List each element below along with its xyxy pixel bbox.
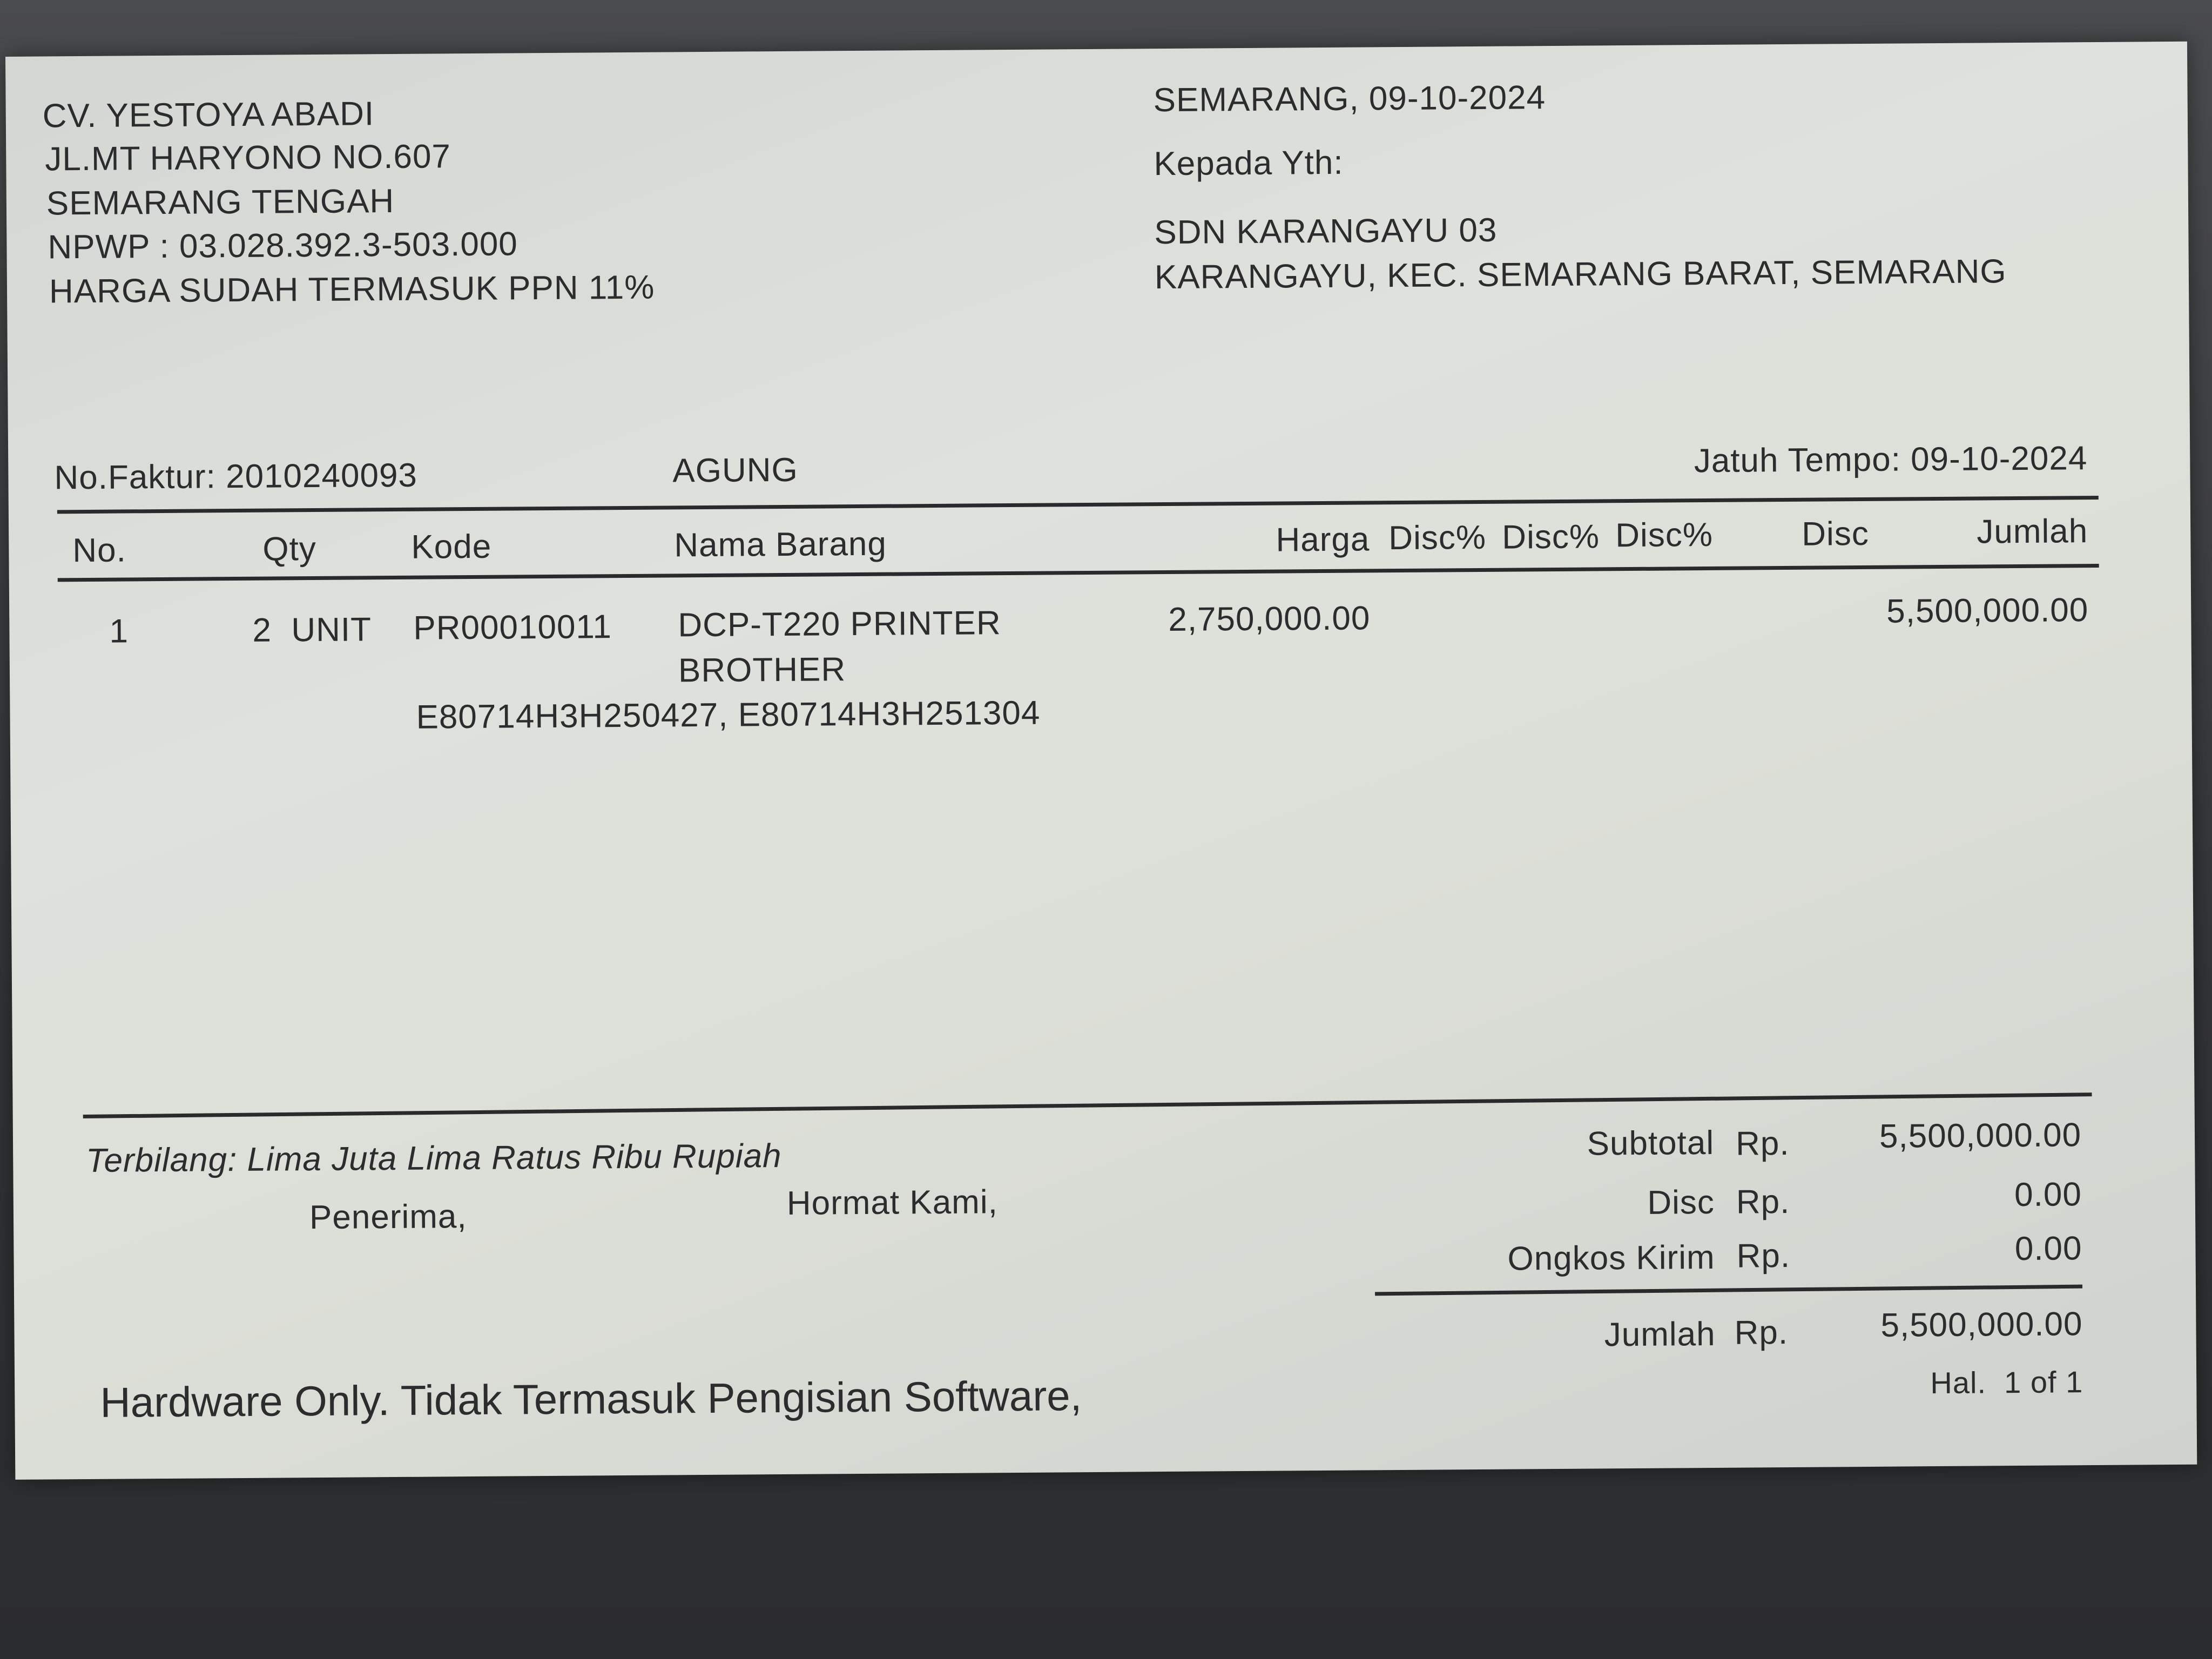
item-serial-numbers: E80714H3H250427, E80714H3H251304 — [416, 694, 1041, 736]
totals-rule — [1375, 1285, 2082, 1296]
subtotal-label: Subtotal — [1587, 1124, 1715, 1163]
header-nama-barang: Nama Barang — [674, 525, 887, 564]
company-npwp: NPWP : 03.028.392.3-503.000 — [48, 225, 518, 266]
jumlah-label: Jumlah — [1604, 1315, 1716, 1354]
header-kode: Kode — [411, 528, 492, 566]
header-harga: Harga — [1276, 521, 1370, 559]
header-disc-pct-3: Disc% — [1615, 516, 1714, 555]
company-tax-note: HARGA SUDAH TERMASUK PPN 11% — [49, 268, 655, 311]
item-no: 1 — [109, 612, 129, 650]
header-disc: Disc — [1802, 515, 1870, 553]
table-bottom-rule — [83, 1092, 2092, 1118]
item-jumlah: 5,500,000.00 — [1886, 591, 2089, 630]
item-nama-line2: BROTHER — [678, 651, 846, 690]
company-name: CV. YESTOYA ABADI — [42, 95, 375, 135]
disc-label: Disc — [1647, 1183, 1715, 1222]
ongkos-kirim-value: 0.00 — [2014, 1230, 2082, 1268]
subtotal-value: 5,500,000.00 — [1879, 1116, 2082, 1155]
jumlah-currency: Rp. — [1734, 1314, 1789, 1352]
ongkos-kirim-label: Ongkos Kirim — [1507, 1238, 1715, 1278]
salesperson: AGUNG — [672, 451, 798, 490]
penerima-label: Penerima, — [309, 1198, 467, 1237]
invoice-document — [5, 42, 2197, 1480]
subtotal-currency: Rp. — [1735, 1124, 1790, 1163]
jumlah-value: 5,500,000.00 — [1880, 1305, 2083, 1344]
header-disc-pct-2: Disc% — [1502, 518, 1600, 556]
recipient-greeting: Kepada Yth: — [1154, 144, 1344, 183]
ongkos-kirim-currency: Rp. — [1736, 1237, 1791, 1275]
item-harga: 2,750,000.00 — [1168, 599, 1371, 638]
page-number: Hal. 1 of 1 — [1930, 1365, 2083, 1400]
footer-note: Hardware Only. Tidak Termasuk Pengisian Software, — [100, 1372, 1082, 1426]
recipient-name: SDN KARANGAYU 03 — [1154, 211, 1498, 252]
table-top-rule — [57, 496, 2099, 514]
item-kode: PR00010011 — [413, 608, 612, 647]
hormat-kami-label: Hormat Kami, — [786, 1183, 999, 1222]
company-address: JL.MT HARYONO NO.607 — [45, 138, 451, 178]
item-nama-line1: DCP-T220 PRINTER — [678, 604, 1001, 644]
header-disc-pct-1: Disc% — [1388, 518, 1487, 557]
terbilang: Terbilang: Lima Juta Lima Ratus Ribu Rupiah — [86, 1137, 782, 1180]
item-qty: 2 UNIT — [252, 611, 372, 649]
header-no: No. — [72, 531, 127, 570]
disc-currency: Rp. — [1736, 1183, 1790, 1221]
recipient-address: KARANGAYU, KEC. SEMARANG BARAT, SEMARANG — [1154, 253, 2007, 296]
place-date: SEMARANG, 09-10-2024 — [1153, 79, 1546, 119]
header-jumlah: Jumlah — [1977, 512, 2088, 551]
due-date: Jatuh Tempo: 09-10-2024 — [1694, 440, 2088, 480]
invoice-number: No.Faktur: 2010240093 — [54, 456, 418, 497]
table-header-rule — [58, 564, 2099, 582]
disc-value: 0.00 — [2014, 1176, 2082, 1214]
company-district: SEMARANG TENGAH — [46, 182, 395, 222]
header-qty: Qty — [262, 530, 317, 568]
